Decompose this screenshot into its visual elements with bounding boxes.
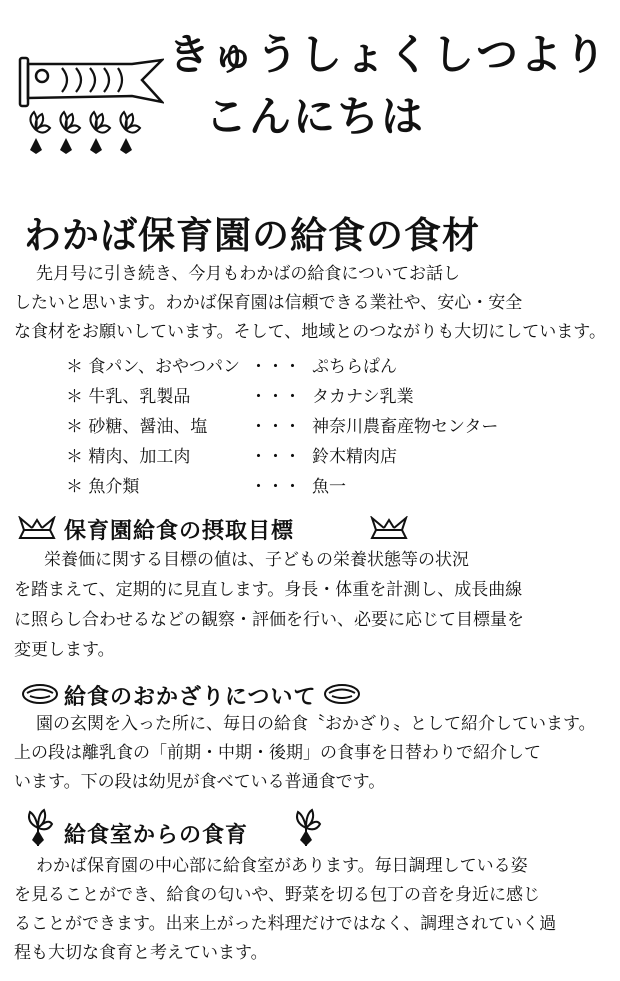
supplier-item: ＊ 食パン、おやつパン — [66, 357, 241, 377]
supplier-name: 鈴木精肉店 — [312, 447, 397, 467]
section3-line: 程も大切な食育と考えています。 — [14, 943, 268, 963]
koinobori-illustration — [14, 38, 164, 168]
intro-line: したいと思います。わかば保育園は信頼できる業社や、安心・安全 — [14, 293, 523, 313]
section2-line: 上の段は離乳食の「前期・中期・後期」の食事を日替わりで紹介して — [14, 743, 541, 763]
section3-line: わかば保育園の中心部に給食室があります。毎日調理している姿 — [36, 856, 528, 876]
section3-line: を見ることができ、給食の匂いや、野菜を切る包丁の音を身近に感じ — [14, 885, 540, 905]
section1-line: を踏まえて、定期的に見直します。身長・体重を計測し、成長曲線 — [14, 580, 523, 600]
section2-line: 園の玄関を入った所に、毎日の給食〝おかざり〟として紹介しています。 — [36, 714, 596, 734]
section2-title: 給食のおかざりについて — [64, 685, 317, 710]
section3-line: ることができます。出来上がった料理だけではなく、調理されていく過 — [14, 914, 557, 934]
section3-title: 給食室からの食育 — [64, 823, 249, 848]
main-title: わかば保育園の給食の食材 — [24, 214, 480, 257]
iris-icon — [22, 806, 54, 850]
kabuto-icon — [16, 516, 58, 542]
supplier-dots: ・・・ — [250, 447, 301, 467]
kabuto-icon — [368, 516, 410, 542]
supplier-item: ＊ 精肉、加工肉 — [66, 447, 191, 467]
intro-line: 先月号に引き続き、今月もわかばの給食についてお話し — [36, 264, 460, 284]
masthead-title-line2: こんにちは — [205, 92, 426, 141]
masthead-title-line1: きゅうしょくしつより — [168, 30, 609, 79]
kashiwa-mochi-icon — [20, 680, 60, 706]
section1-line: 栄養価に関する目標の値は、子どもの栄養状態等の状況 — [44, 550, 469, 570]
supplier-dots: ・・・ — [250, 387, 301, 407]
section1-line: 変更します。 — [14, 640, 115, 660]
supplier-name: 魚一 — [312, 477, 346, 497]
supplier-name: タカナシ乳業 — [312, 387, 414, 407]
section1-line: に照らし合わせるなどの観察・評価を行い、必要に応じて目標量を — [14, 610, 524, 630]
intro-line: な食材をお願いしています。そして、地域とのつながりも大切にしています。 — [14, 322, 606, 342]
supplier-item: ＊ 魚介類 — [66, 477, 140, 497]
supplier-dots: ・・・ — [250, 417, 301, 437]
section2-line: います。下の段は幼児が食べている普通食です。 — [14, 772, 386, 792]
supplier-name: 神奈川農畜産物センター — [312, 417, 499, 437]
kashiwa-mochi-icon — [322, 680, 362, 706]
supplier-dots: ・・・ — [250, 477, 301, 497]
iris-icon — [290, 806, 322, 850]
supplier-dots: ・・・ — [250, 357, 301, 377]
supplier-name: ぷちらぱん — [312, 357, 397, 377]
section1-title: 保育園給食の摂取目標 — [64, 519, 295, 544]
supplier-item: ＊ 牛乳、乳製品 — [66, 387, 191, 407]
supplier-item: ＊ 砂糖、醤油、塩 — [66, 417, 208, 437]
